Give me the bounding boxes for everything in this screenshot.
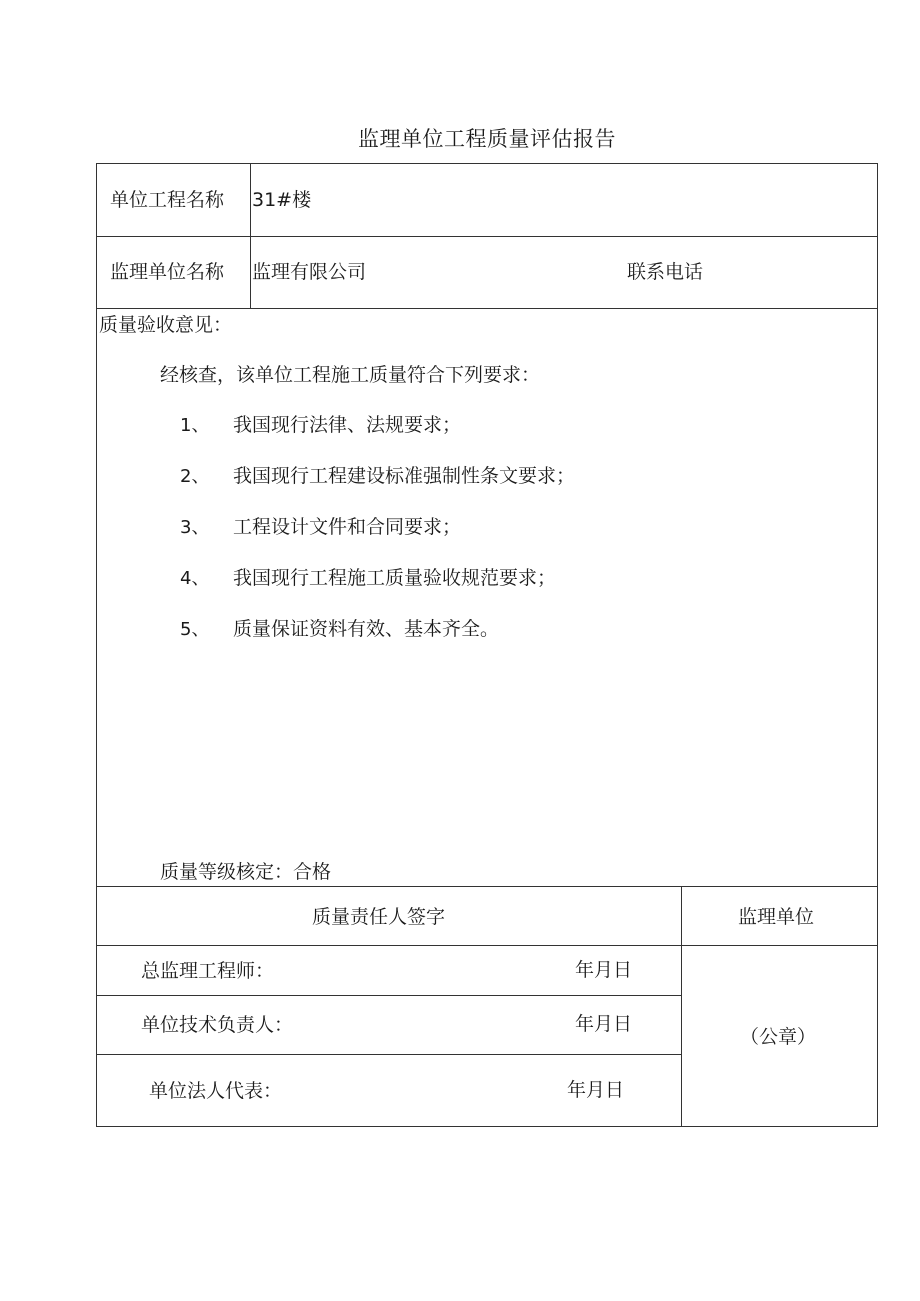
supervisor-name-value: 监理有限公司: [252, 261, 367, 283]
row-divider: [97, 236, 877, 237]
row-divider: [97, 308, 877, 309]
signer-date: 年月日: [567, 1079, 625, 1101]
requirement-text: 质量保证资料有效、基本齐全。: [233, 618, 500, 640]
project-name-label: 单位工程名称: [110, 189, 225, 211]
requirement-text: 我国现行法律、法规要求；: [233, 414, 462, 436]
official-seal-placeholder: （公章）: [740, 1026, 817, 1048]
label-column-divider: [250, 164, 251, 308]
opinion-label: 质量验收意见：: [99, 314, 233, 336]
supervisor-name-label: 监理单位名称: [110, 261, 225, 283]
requirement-number: 3、: [180, 517, 210, 538]
requirement-number: 1、: [180, 415, 210, 436]
requirement-text: 我国现行工程施工质量验收规范要求；: [233, 567, 557, 589]
signer-date: 年月日: [575, 959, 633, 981]
requirement-text: 工程设计文件和合同要求；: [233, 516, 462, 538]
signature-row-divider: [97, 1054, 681, 1055]
page-title: 监理单位工程质量评估报告: [358, 127, 616, 151]
requirement-number: 5、: [180, 619, 210, 640]
phone-label: 联系电话: [627, 261, 704, 283]
signer-role: 单位法人代表：: [149, 1080, 283, 1102]
signer-role: 单位技术负责人：: [141, 1014, 294, 1036]
signature-header-divider: [97, 945, 877, 946]
opinion-intro: 经核查，该单位工程施工质量符合下列要求：: [160, 364, 541, 386]
signature-row-divider: [97, 995, 681, 996]
supervisor-unit-header: 监理单位: [738, 906, 815, 928]
signer-date: 年月日: [575, 1013, 633, 1035]
signature-header: 质量责任人签字: [312, 906, 446, 928]
requirement-number: 2、: [180, 466, 210, 487]
signature-column-divider: [681, 886, 682, 1126]
requirement-text: 我国现行工程建设标准强制性条文要求；: [233, 465, 576, 487]
project-name-value: 31#楼: [252, 189, 312, 211]
signer-role: 总监理工程师：: [141, 960, 275, 982]
evaluation-form: [96, 163, 878, 1127]
requirement-number: 4、: [180, 568, 210, 589]
quality-grade: 质量等级核定：合格: [160, 861, 332, 883]
signature-section-top: [97, 886, 877, 887]
